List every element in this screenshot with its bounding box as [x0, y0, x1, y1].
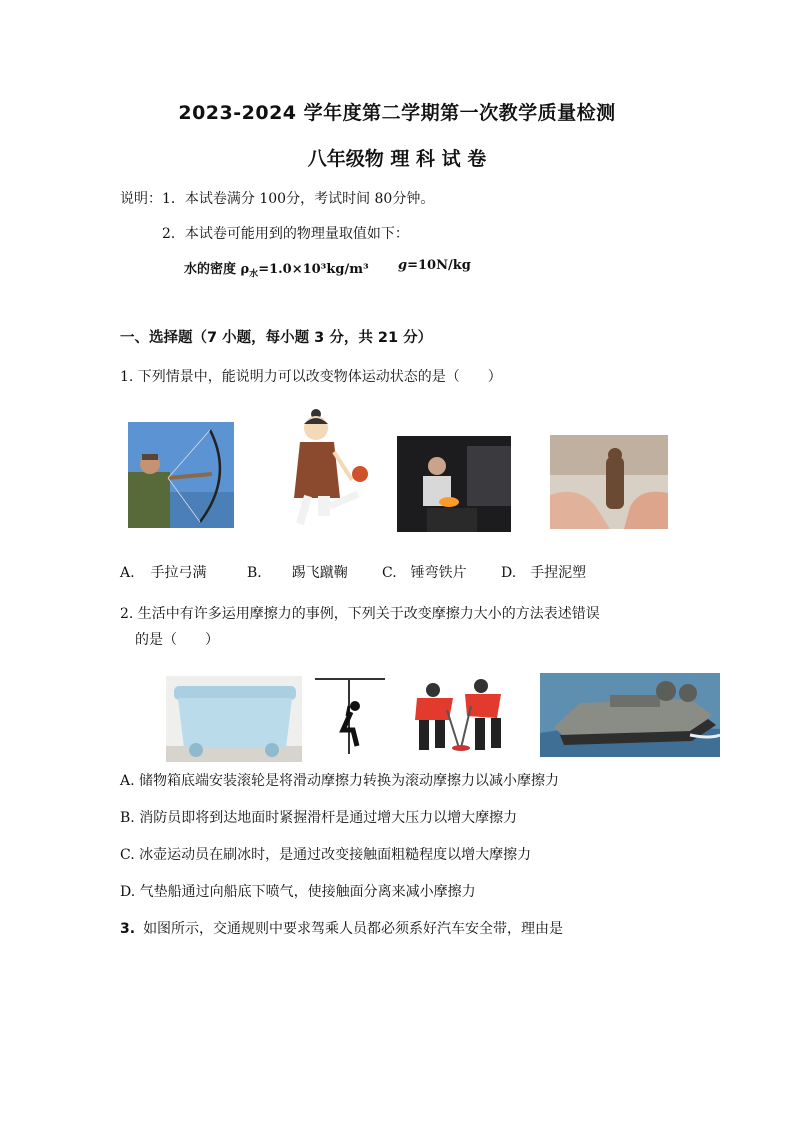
option-letter: A.: [120, 565, 135, 581]
option-text: 手拉弓满: [150, 565, 207, 581]
option-letter: C.: [382, 565, 397, 581]
g-symbol: g: [398, 258, 408, 273]
hovercraft-image: [540, 673, 720, 757]
firefighter-pole-image: [313, 676, 387, 754]
density-line: [184, 258, 369, 280]
notes-item-1: 1．本试卷满分 100分，考试时间 80分钟。: [162, 191, 435, 207]
notes-item-2: 2．本试卷可能用到的物理量取值如下：: [162, 226, 409, 242]
curling-sweepers-image: [397, 676, 527, 754]
option-text: 踢飞蹴鞠: [291, 565, 348, 581]
section-heading: 一、选择题（7 小题，每小题 3 分，共 21 分）: [120, 330, 433, 346]
gravity-line: [398, 258, 471, 273]
cuju-kicker-image: [278, 406, 370, 534]
q2-option-d: D. 气垫船通过向船底下喷气，使接触面分离来减小摩擦力: [120, 884, 476, 900]
density-subscript: 水: [249, 269, 259, 280]
q1-option-d: [501, 562, 586, 582]
q3-stem-text: 如图所示，交通规则中要求驾乘人员都必须系好汽车安全带，理由是: [143, 921, 564, 937]
option-text: 手捏泥塑: [530, 565, 587, 581]
exam-title: 2023-2024 学年度第二学期第一次教学质量检测: [178, 102, 616, 124]
q3-number: 3.: [120, 921, 136, 937]
q3-stem: [120, 918, 563, 938]
exam-subtitle: 八年级物 理 科 试 卷: [307, 148, 487, 170]
density-value: =1.0×10³kg/m³: [258, 262, 369, 277]
option-letter: D.: [501, 565, 517, 581]
q2-stem-line-1: 2. 生活中有许多运用摩擦力的事例，下列关于改变摩擦力大小的方法表述错误: [120, 606, 600, 622]
q2-option-b: B. 消防员即将到达地面时紧握滑杆是通过增大压力以增大摩擦力: [120, 810, 518, 826]
option-letter: B.: [247, 565, 262, 581]
blacksmith-image: [397, 436, 511, 532]
archer-image: [128, 422, 234, 528]
q1-option-b: [247, 562, 348, 582]
g-value: =10N/kg: [407, 258, 471, 273]
q2-option-c: C. 冰壶运动员在刷冰时，是通过改变接触面粗糙程度以增大摩擦力: [120, 847, 532, 863]
q1-option-a: [120, 562, 207, 582]
clay-figure-image: [550, 435, 668, 529]
notes-line-1: [120, 188, 434, 208]
option-text: 锤弯铁片: [410, 565, 467, 581]
notes-label: 说明：: [120, 191, 162, 207]
q1-option-c: [382, 562, 467, 582]
q2-stem-line-2: 的是（ ）: [135, 632, 219, 648]
storage-box-image: [166, 676, 302, 762]
density-prefix: 水的密度 ρ: [184, 262, 250, 277]
q1-stem: 1. 下列情景中，能说明力可以改变物体运动状态的是（ ）: [120, 369, 502, 385]
q2-option-a: A. 储物箱底端安装滚轮是将滑动摩擦力转换为滚动摩擦力以减小摩擦力: [120, 773, 560, 789]
